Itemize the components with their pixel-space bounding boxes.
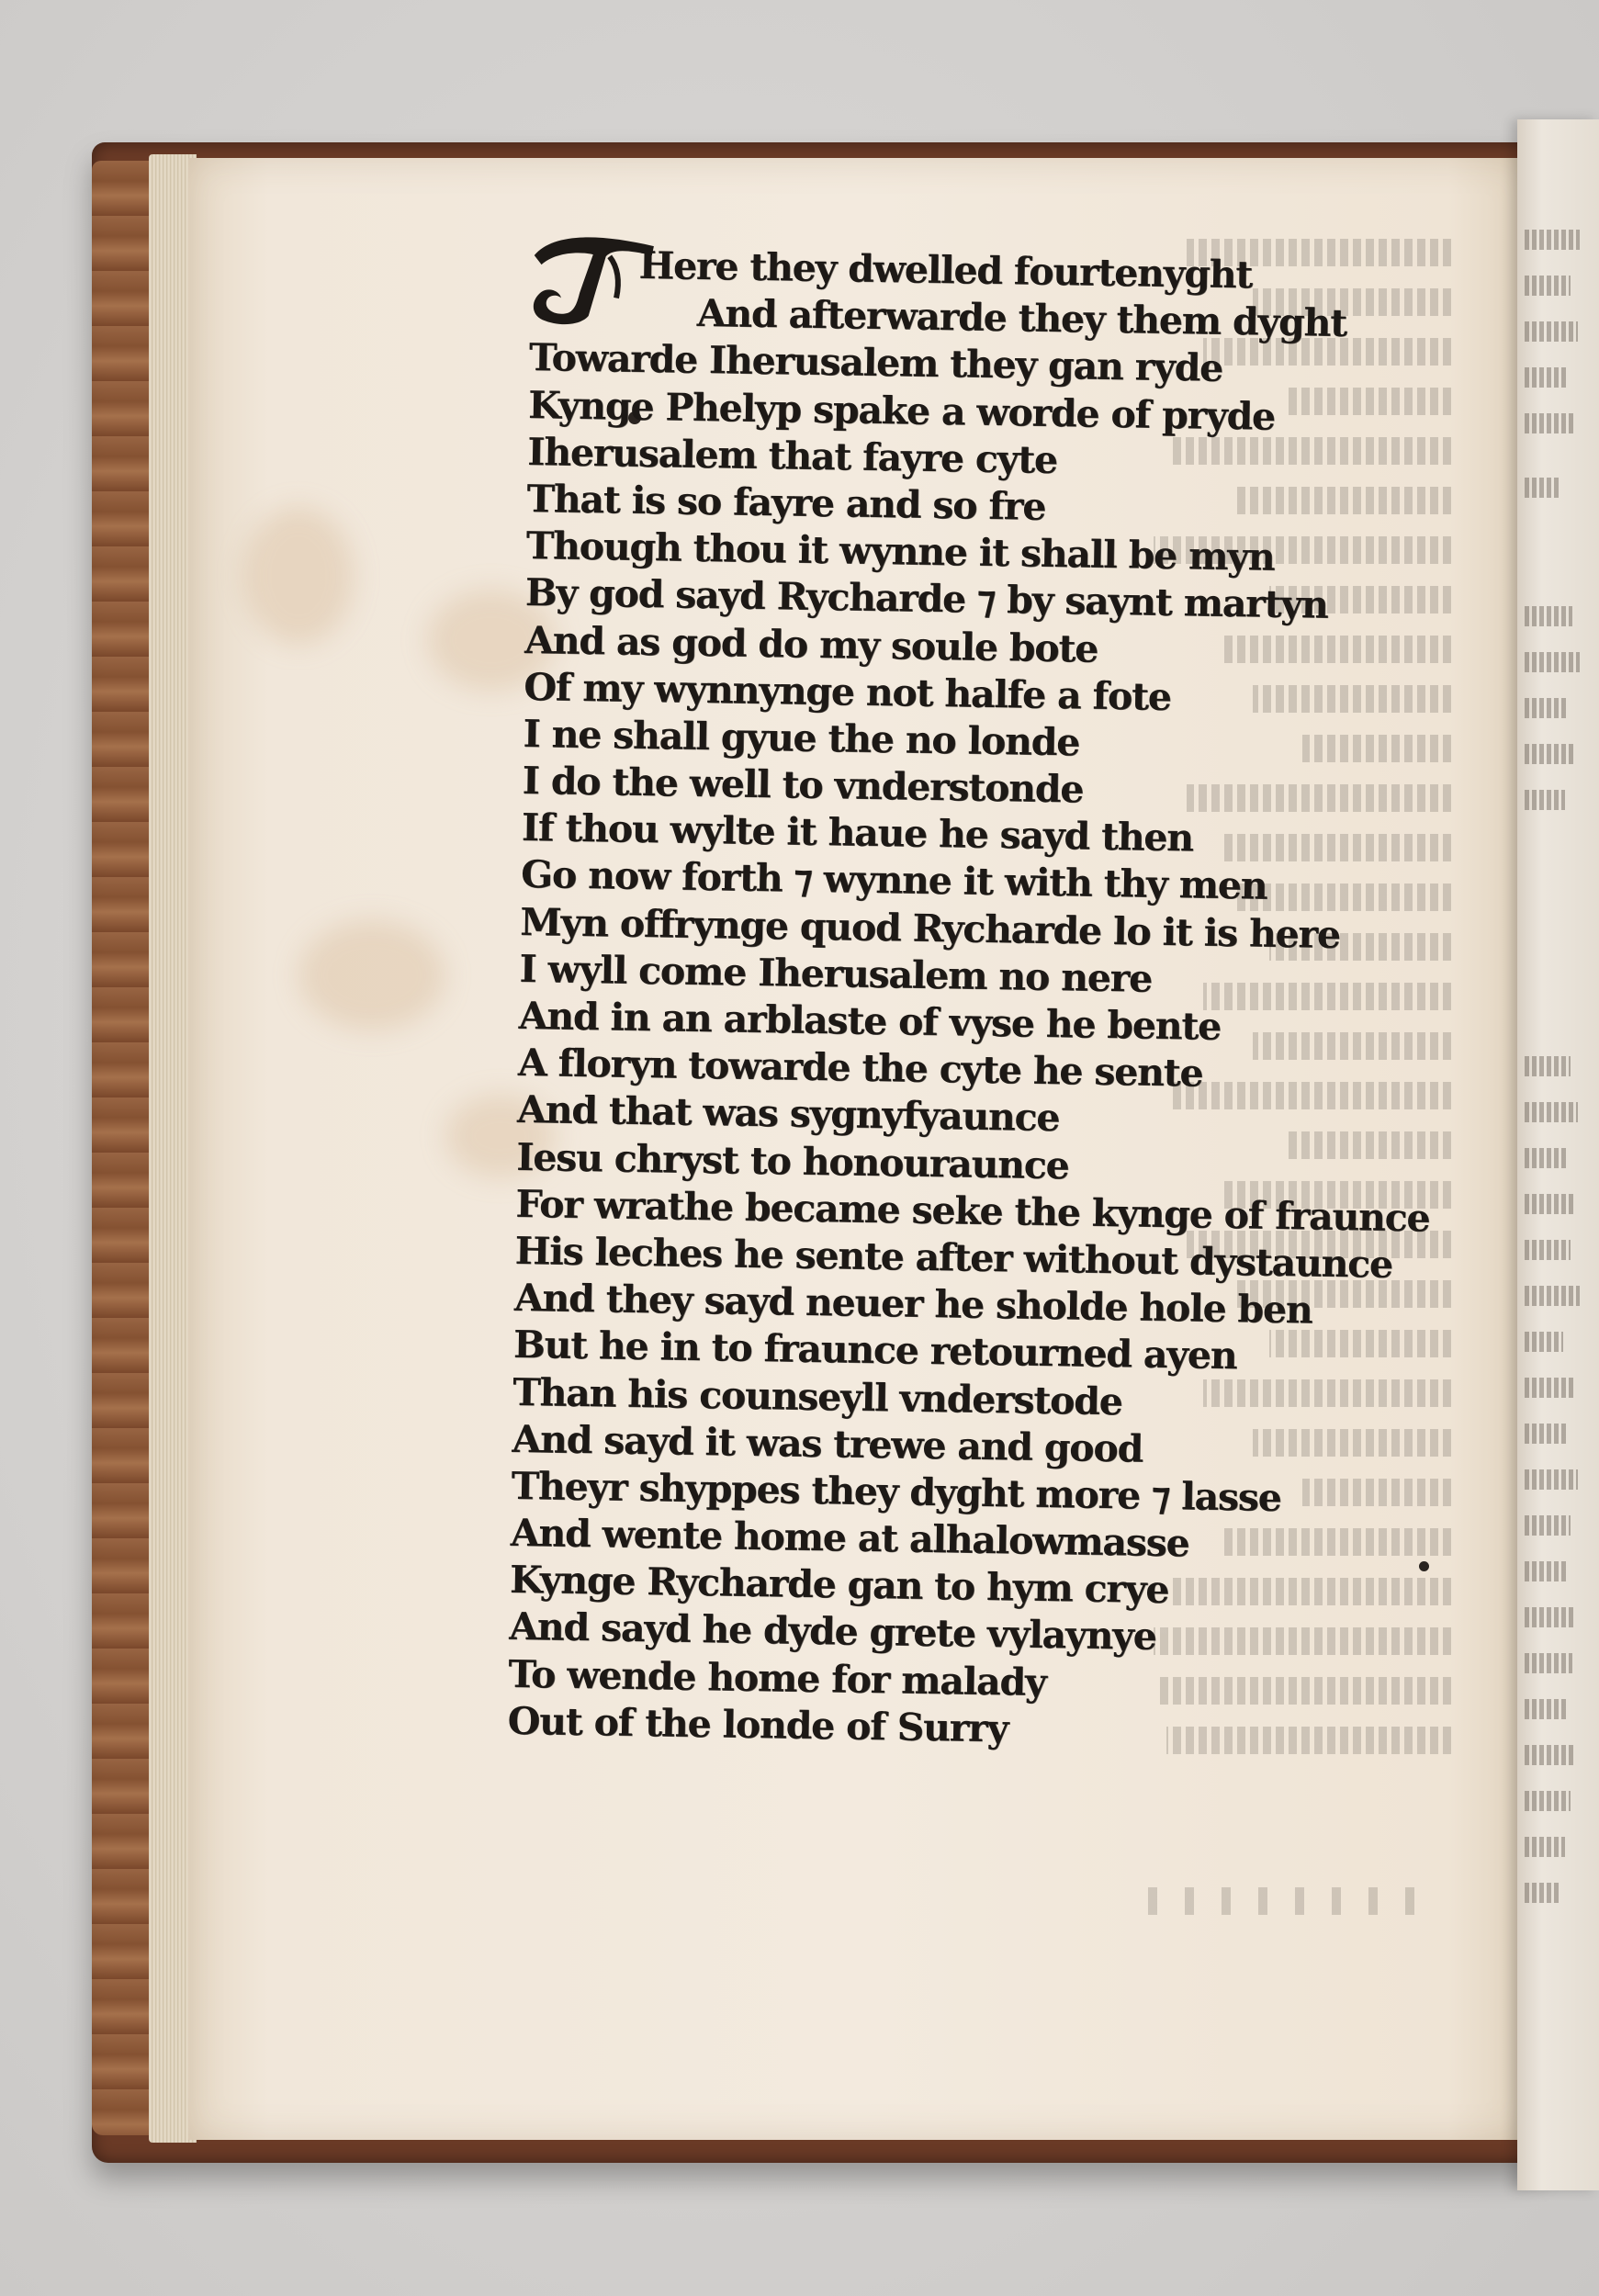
verse-line: And sayd he dyde grete vylaynye [508,1604,1157,1660]
verse-line: And they sayd neuer he sholde hole ben [513,1275,1312,1333]
next-page-text-fragment [1525,1286,1580,1306]
next-page-text-fragment [1525,1515,1571,1536]
verse-line: That is so fayre and so fre [526,476,1046,529]
next-page-text-fragment [1525,606,1572,626]
verse-line: And afterwarde they them dyght [696,291,1347,346]
verse-line: To wende home for malady [508,1651,1046,1705]
next-page-text-fragment [1525,698,1569,718]
verse-line: I wyll come Iherusalem no nere [519,946,1153,1001]
next-page-text-fragment [1525,1561,1566,1581]
verse-line: His leches he sente after without dystaunce [514,1228,1393,1287]
verse-line: Kynge Rycharde gan to hym crye [509,1558,1169,1613]
next-page-text-fragment [1525,1332,1563,1352]
verse-line: Iherusalem that fayre cyte [527,429,1058,482]
next-page-text-fragment [1525,413,1575,433]
next-page-text-fragment [1525,276,1571,296]
verse-line: Than his counseyll vnderstode [512,1369,1122,1424]
verse-line: By god sayd Rycharde ⁊ by saynt martyn [524,570,1328,627]
next-page-text-fragment [1525,1699,1569,1719]
next-page-text-fragment [1525,1883,1561,1903]
next-page-text-fragment [1525,1791,1571,1811]
next-page-text-fragment [1525,1378,1575,1398]
verse-line: A floryn towarde the cyte he sente [517,1041,1203,1096]
verse-line: And in an arblaste of vyse he bente [518,993,1222,1049]
verse-line: Iesu chryst to honouraunce [515,1134,1069,1187]
foxing-stain [243,507,354,645]
decorated-initial [524,228,663,331]
verse-line: For wrathe became seke the kynge of fraunce [515,1181,1430,1241]
next-page-text-fragment [1525,478,1561,498]
verse-line: And as god do my soule bote [524,617,1098,671]
next-page-text-fragment [1525,1102,1578,1122]
verse-line: Here they dwelled fourtenyght [638,242,1253,298]
verse-line: And sayd it was trewe and good [512,1416,1143,1471]
next-page-text-fragment [1525,1056,1571,1076]
next-page-text-fragment [1525,1194,1575,1214]
next-page-text-fragment [1525,1469,1578,1490]
verse-line: Kynge Phelyp spake a worde of pryde [527,382,1276,439]
verse-line: Of my wynnynge not halfe a fote [523,664,1172,719]
next-page-text-fragment [1525,1148,1567,1168]
next-page-text-fragment [1525,652,1580,672]
next-page-text-fragment [1525,1607,1575,1627]
verse-line: And that was sygnyfyaunce [516,1087,1060,1141]
worn-leather-edge [92,161,149,2135]
next-page-text-fragment [1525,744,1575,764]
verse-line: Myn offrynge quod Rycharde lo it is here [519,899,1341,957]
next-page-text-fragment [1525,1424,1569,1444]
next-page-text-fragment [1525,1240,1571,1260]
verse-line: Towarde Iherusalem they gan ryde [528,335,1223,391]
verse-line: Theyr shyppes they dyght more ⁊ lasse [511,1463,1282,1520]
verse-line: And wente home at alhalowmasse [510,1510,1189,1566]
verse-text-block [507,241,1449,1760]
verse-line: Out of the londe of Surry [507,1698,1008,1751]
verse-line: Though thou it wynne it shall be myn [525,523,1275,580]
verse-line: I ne shall gyue the no londe [523,711,1080,765]
next-page-text-fragment [1525,230,1580,250]
next-page-text-fragment [1525,1745,1576,1765]
foxing-stain [298,920,445,1030]
verse-line: But he in to fraunce retourned ayen [512,1322,1237,1379]
verse-line: If thou wylte it haue he sayd then [521,805,1194,861]
next-page-text-fragment [1525,1653,1572,1673]
next-page-text-fragment [1525,790,1565,810]
verse-line: Go now forth ⁊ wynne it with thy men [520,852,1267,909]
next-page-text-fragment [1525,321,1578,342]
next-page-text-fragment [1525,367,1566,388]
next-page-text-fragment [1525,1837,1565,1857]
verse-line: I do the well to vnderstonde [522,758,1084,812]
show-through-signature [1148,1887,1442,1915]
